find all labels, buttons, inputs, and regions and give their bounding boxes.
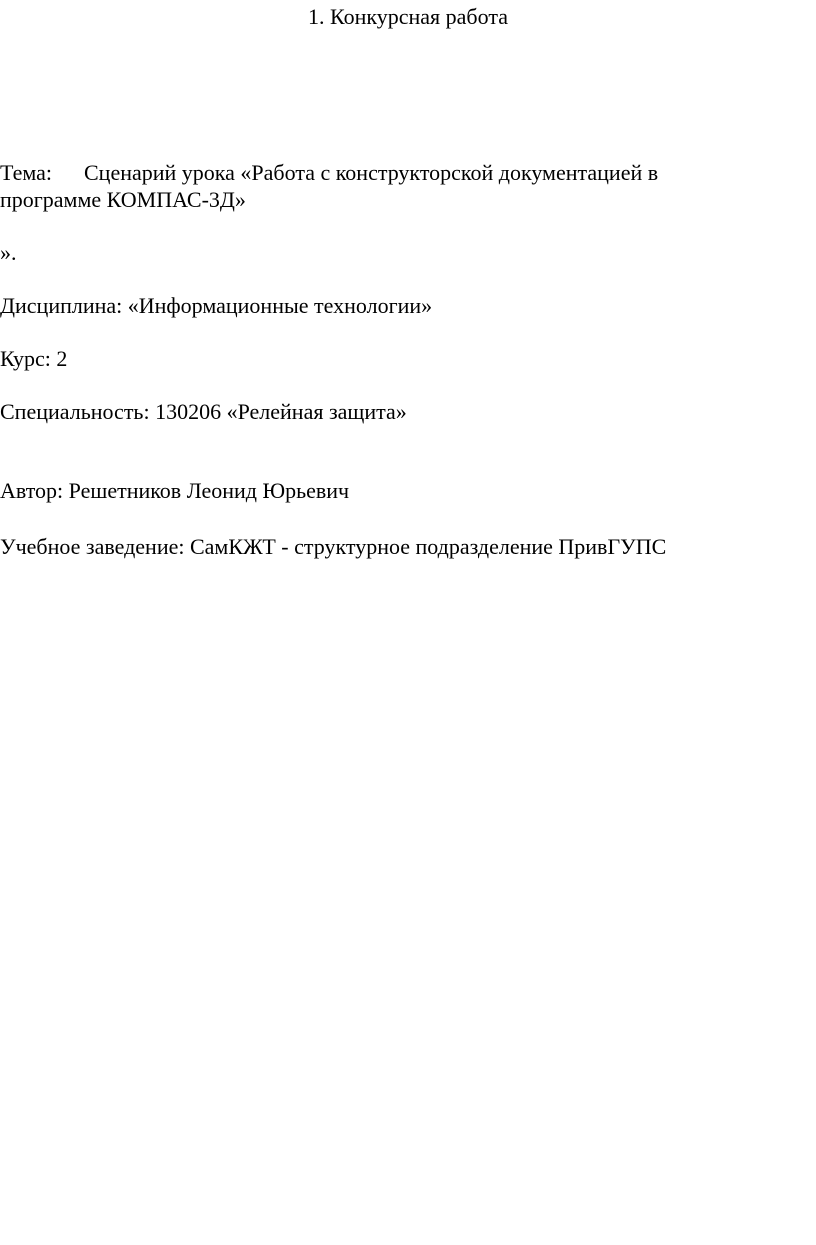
topic-text-line-1: Сценарий урока «Работа с конструкторской документацией в xyxy=(84,160,659,185)
author-line: Автор: Решетников Леонид Юрьевич xyxy=(0,478,350,503)
topic-line-1 xyxy=(0,160,658,187)
institution-line: Учебное заведение: СамКЖТ - структурное подразделение ПривГУПС xyxy=(0,534,667,559)
course-line: Курс: 2 xyxy=(0,346,68,371)
document-heading: 1. Конкурсная работа xyxy=(308,4,508,29)
topic-text-line-2: программе КОМПАС-3Д» xyxy=(0,187,246,212)
specialty-line: Специальность: 130206 «Релейная защита» xyxy=(0,399,407,424)
topic-closing: ». xyxy=(0,240,17,265)
discipline-line: Дисциплина: «Информационные технологии» xyxy=(0,293,433,318)
topic-label: Тема: xyxy=(0,160,53,185)
